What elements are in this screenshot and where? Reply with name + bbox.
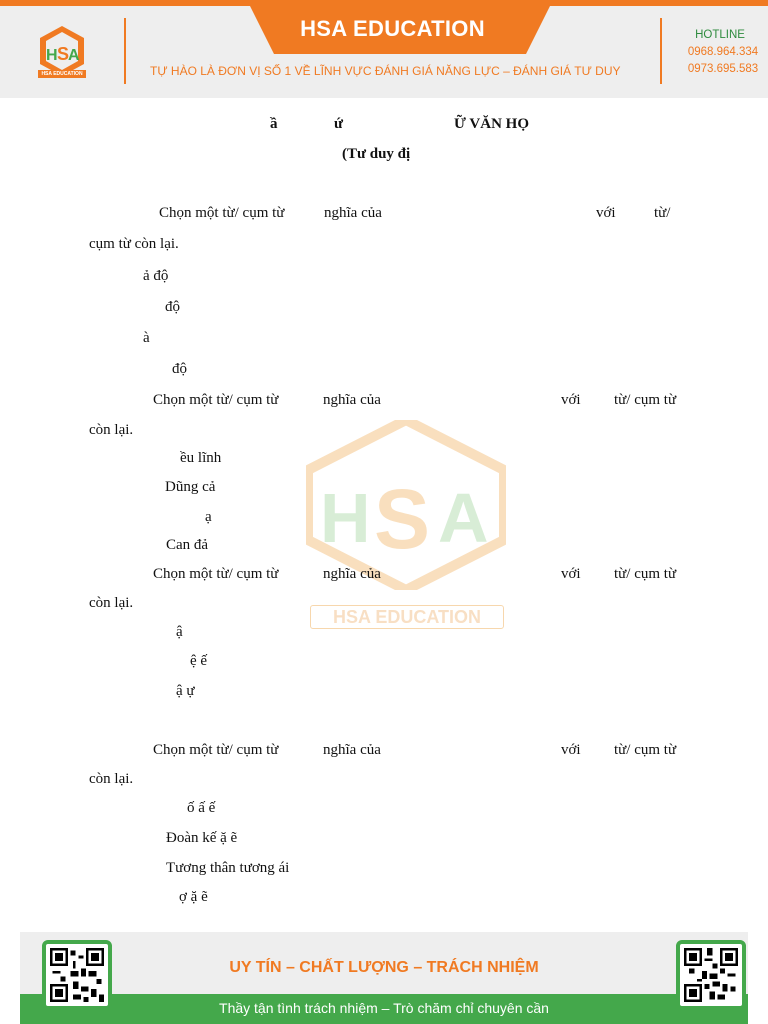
question-stem: từ/ xyxy=(654,205,671,221)
svg-text:A: A xyxy=(68,47,80,64)
question-stem-cont: còn lại. xyxy=(89,595,134,611)
hotline-phone[interactable]: 0973.695.583 xyxy=(687,63,759,75)
answer-option: Đoàn kế ặ ẽ xyxy=(166,830,238,846)
answer-option: Can đả xyxy=(166,537,209,553)
logo-label: HSA EDUCATION xyxy=(38,70,86,78)
svg-text:S: S xyxy=(57,44,70,64)
svg-text:A: A xyxy=(438,479,489,557)
answer-option: ợ ặ ẽ xyxy=(179,889,208,905)
question-stem: với xyxy=(561,742,581,758)
header-divider xyxy=(124,18,126,84)
question-stem: với xyxy=(596,205,616,221)
question-stem: Chọn một từ/ cụm từ xyxy=(153,392,279,408)
question-stem: nghĩa của xyxy=(323,742,381,758)
answer-option: độ xyxy=(172,361,187,377)
question-stem: với xyxy=(561,392,581,408)
brand-name: HSA EDUCATION xyxy=(300,16,485,41)
answer-option: ậ xyxy=(176,624,183,640)
answer-option: ều lĩnh xyxy=(180,450,222,466)
header-tagline: TỰ HÀO LÀ ĐƠN VỊ SỐ 1 VỀ LĨNH VỰC ĐÁNH GIÁ NĂNG LỰC – ĐÁNH GIÁ TƯ DUY xyxy=(150,64,621,78)
question-stem: nghĩa của xyxy=(323,392,381,408)
question-stem: nghĩa của xyxy=(324,205,382,221)
watermark-label: HSA EDUCATION xyxy=(310,605,504,629)
question-stem: từ/ cụm từ xyxy=(614,566,677,582)
doc-subtitle: (Tư duy đị xyxy=(342,146,411,162)
svg-text:S: S xyxy=(374,472,431,566)
answer-option: Dũng cả xyxy=(165,479,216,495)
question-stem-cont: còn lại. xyxy=(89,422,134,438)
answer-option: ả độ xyxy=(143,268,169,284)
svg-text:H: H xyxy=(46,47,58,64)
answer-option: độ xyxy=(165,299,180,315)
answer-option: ệ ế xyxy=(190,653,208,669)
question-stem: nghĩa của xyxy=(323,566,381,582)
hotline-label: HOTLINE xyxy=(695,29,745,41)
question-stem: Chọn một từ/ cụm từ xyxy=(153,742,279,758)
doc-title-part: Ữ VĂN HỌ xyxy=(454,116,529,132)
doc-title-part: ứ xyxy=(334,116,344,132)
answer-option: ạ xyxy=(205,509,212,525)
question-stem: với xyxy=(561,566,581,582)
svg-text:H: H xyxy=(320,479,371,557)
answer-option: à xyxy=(143,330,150,346)
qr-code-icon[interactable] xyxy=(676,940,746,1010)
doc-title-part: ầ xyxy=(270,116,278,132)
footer-subtitle: Thầy tận tình trách nhiệm – Trò chăm chỉ chuyên cần xyxy=(219,1000,549,1016)
question-stem: từ/ cụm từ xyxy=(614,742,677,758)
answer-option: Tương thân tương ái xyxy=(166,860,290,876)
watermark-logo-icon xyxy=(306,420,506,590)
page-header xyxy=(0,0,768,98)
question-stem: từ/ cụm từ xyxy=(614,392,677,408)
question-stem: Chọn một từ/ cụm từ xyxy=(159,205,285,221)
question-stem: Chọn một từ/ cụm từ xyxy=(153,566,279,582)
answer-option: ố ấ ế xyxy=(187,800,216,816)
qr-code-icon[interactable] xyxy=(42,940,112,1010)
question-stem-cont: còn lại. xyxy=(89,771,134,787)
footer-slogan: UY TÍN – CHẤT LƯỢNG – TRÁCH NHIỆM xyxy=(229,959,539,976)
question-stem-cont: cụm từ còn lại. xyxy=(89,236,179,252)
header-accent-line xyxy=(0,0,768,6)
answer-option: ậ ự xyxy=(176,683,195,699)
hotline-phone[interactable]: 0968.964.334 xyxy=(687,46,759,58)
